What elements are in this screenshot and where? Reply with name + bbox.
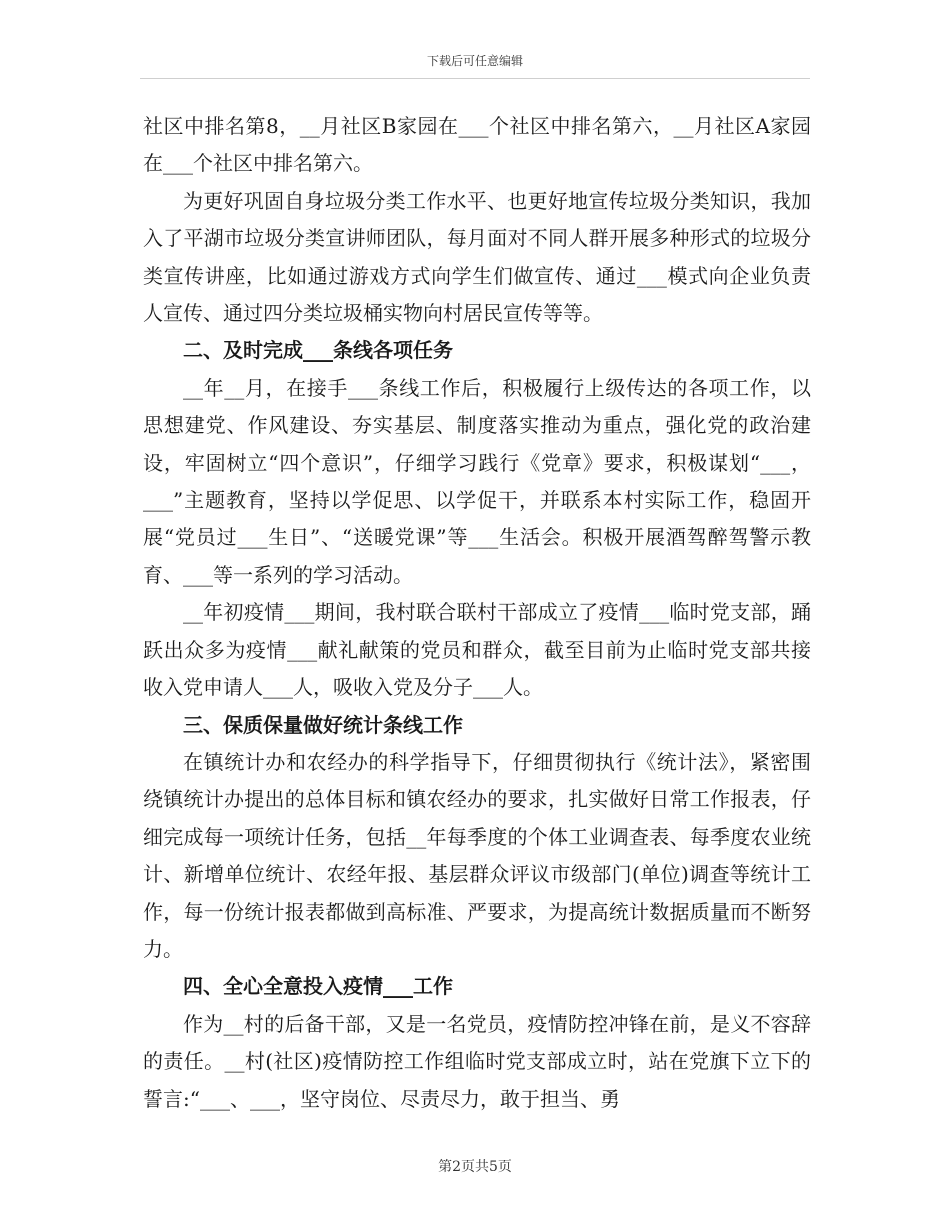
paragraph-continued-ranking: 社区中排名第8，__月社区B家园在___个社区中排名第六，__月社区A家园在___个社区中排名第六。 — [143, 114, 811, 176]
page-header: 下载后可任意编辑 — [426, 54, 523, 68]
paragraph-party-tasks: __年__月，在接手___条线工作后，积极履行上级传达的各项工作，以思想建党、作风建设、夯实基层、制度落实推动为重点，强化党的政治建设，牢固树立“四个意识”，仔细学习践行《党章》要求，积极谋划“___，___”主题教育，坚持以学促思、以学促干，并联系本村实际工作，稳固开展“党员过___生日”、“送暖党课”等___生活会。积极开展酒驾醉驾警示教育、___等一系列的学习活动。 — [143, 375, 811, 587]
paragraph-epidemic-branch: __年初疫情___期间，我村联合联村干部成立了疫情___临时党支部，踊跃出众多为疫情___献礼献策的党员和群众，截至目前为止临时党支部共接收入党申请人___人，吸收入党及分子___人。 — [143, 600, 811, 700]
paragraph-epidemic-work: 作为__村的后备干部，又是一名党员，疫情防控冲锋在前，是义不容辞的责任。__村(社区)疫情防控工作组临时党支部成立时，站在党旗下立下的誓言:“___、___，坚守岗位、尽责尽力，敢于担当、勇 — [143, 1011, 811, 1111]
header-divider — [140, 78, 810, 79]
paragraph-statistics: 在镇统计办和农经办的科学指导下，仔细贯彻执行《统计法》，紧密围绕镇统计办提出的总体目标和镇农经办的要求，扎实做好日常工作报表，仔细完成每一项统计任务，包括__年每季度的个体工业调查表、每季度农业统计、新增单位统计、农经年报、基层群众评议市级部门(单位)调查等统计工作，每一份统计报表都做到高标准、严要求，为提高统计数据质量而不断努力。 — [143, 749, 811, 961]
page-footer: 第2页共5页 — [438, 1159, 512, 1175]
document-body — [143, 108, 811, 1118]
section-heading-4: 四、全心全意投入疫情___工作 — [183, 974, 453, 999]
section-heading-3: 三、保质保量做好统计条线工作 — [183, 712, 463, 737]
section-heading-2: 二、及时完成___条线各项任务 — [183, 338, 453, 363]
paragraph-lecture-team: 为更好巩固自身垃圾分类工作水平、也更好地宣传垃圾分类知识，我加入了平湖市垃圾分类宣讲师团队，每月面对不同人群开展多种形式的垃圾分类宣传讲座，比如通过游戏方式向学生们做宣传、通过___模式向企业负责人宣传、通过四分类垃圾桶实物向村居民宣传等等。 — [143, 188, 811, 326]
